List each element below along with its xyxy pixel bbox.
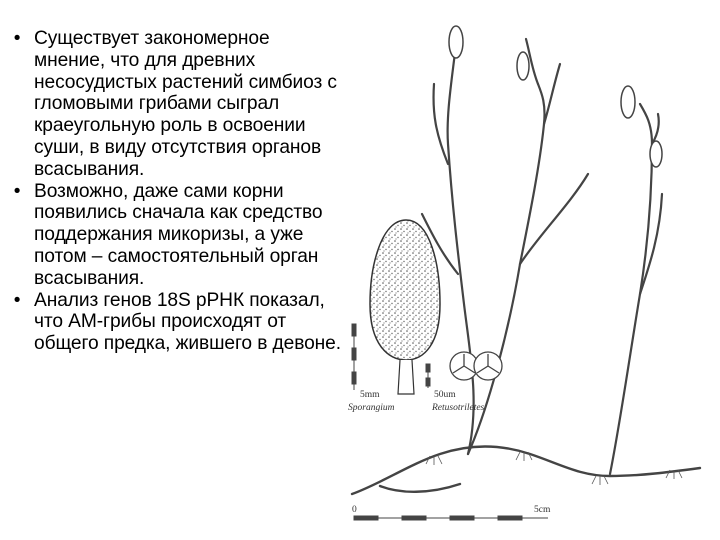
bullet-text: Существует закономерное мнение, что для древних несосудистых растений симбиоз с гломовыми грибами сыграл краеугольную роль в освоении суши, в виду отсутствия органов всасывания. [34,28,337,180]
retusotriletes-spores [450,352,502,380]
bullet-list [8,28,344,355]
bullet-item-1 [8,28,344,181]
sporangium-label: Sporangium [348,403,395,413]
bullet-text: Анализ генов 18S рРНК показал, что АМ-грибы происходят от общего предка, жившего в девоне. [34,289,341,355]
scale-50um-label: 50um [434,390,456,400]
retusotriletes-label: Retusotriletes [432,403,485,413]
bullet-marker: • [13,28,21,49]
rhizoid-tufts [426,452,682,485]
bullet-text: Возможно, даже сами корни появились сначала как средство поддержания микоризы, а уже потом – самостоятельный орган всасывания. [34,180,323,289]
scale-bars [352,324,548,520]
plant-illustration [340,24,720,540]
terminal-sporangia [449,26,662,167]
bullet-item-3 [8,290,344,355]
bullet-item-2 [8,181,344,290]
rhizome-drawing [352,447,700,495]
bullet-marker: • [13,289,21,311]
scale-0-label: 0 [352,505,357,515]
scale-5mm-label: 5mm [360,390,380,400]
scale-5cm-label: 5cm [534,505,551,515]
bullet-marker: • [13,180,21,202]
